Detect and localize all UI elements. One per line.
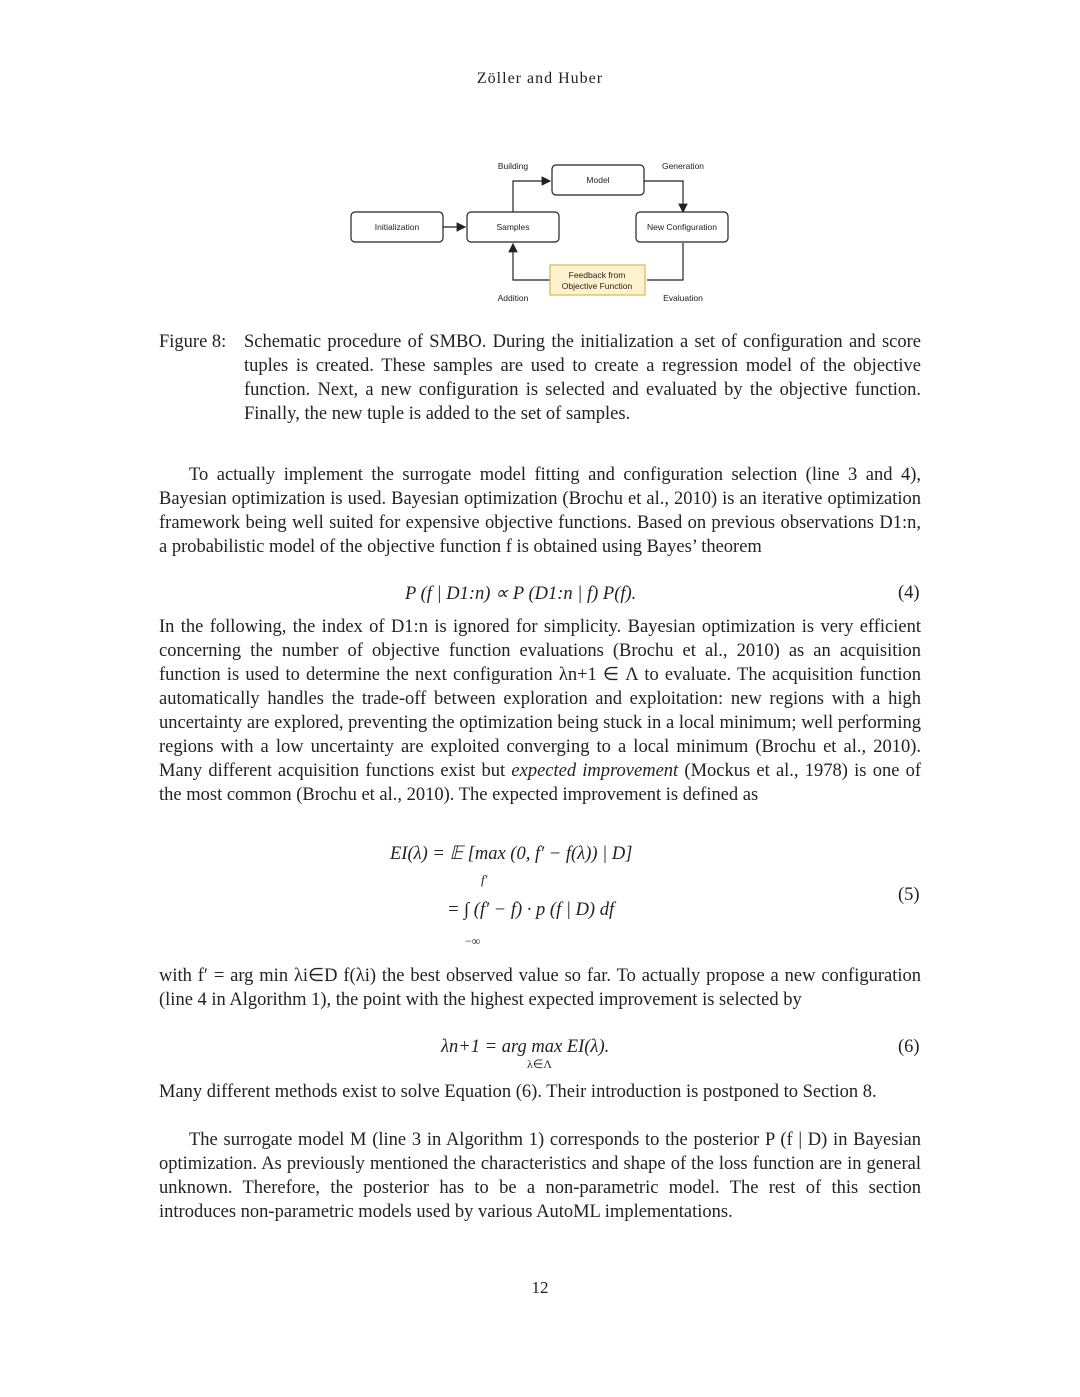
paragraph-2-tail: (Mockus et al., 1978) is one of the most common (Brochu et al., 2010). The expected improvement is defined as — [159, 761, 922, 805]
paragraph-4: Many different methods exist to solve Equation (6). Their introduction is postponed to Section 8. — [159, 1082, 877, 1102]
equation-5-lower-limit: −∞ — [465, 934, 481, 948]
caption-label: Figure 8: — [159, 332, 227, 352]
equation-5-upper-limit: f′ — [481, 872, 488, 887]
edge-label-evaluation: Evaluation — [663, 293, 703, 303]
node-new-configuration-label: New Configuration — [647, 222, 717, 232]
smbo-diagram — [340, 155, 740, 315]
page-number: 12 — [531, 1278, 549, 1297]
paragraph-2-text: In the following, the index of D1:n is ignored for simplicity. Bayesian optimization is very efficient concerning the number of objective function evaluations (Brochu et al., 2010) as an acquisition function is used to determine the next configuration λn+1 ∈ Λ to evaluate. The acquisition function automatically handles the trade-off between exploration and exploitation: new regions with a high uncertainty are explored, preventing the optimization being stuck in a local minimum; well performing regions with a low uncertainty are exploited converging to a local minimum (Brochu et al., 2010). Many different acquisition functions exist but — [159, 617, 921, 781]
equation-4: P (f | D1:n) ∝ P (D1:n | f) P(f). — [405, 584, 637, 604]
edge-label-addition: Addition — [497, 293, 529, 303]
equation-6-subscript: λ∈Λ — [527, 1057, 552, 1071]
equation-6-number: (6) — [898, 1037, 920, 1057]
edge-addition — [513, 244, 550, 280]
figure-caption — [159, 330, 921, 426]
equation-4-number: (4) — [898, 583, 920, 603]
equation-6: λn+1 = arg max EI(λ). — [441, 1037, 610, 1057]
equation-5-line-1: EI(λ) = 𝔼 [max (0, f′ − f(λ)) | D] — [390, 844, 633, 864]
node-samples-label: Samples — [496, 222, 530, 232]
paragraph-3: with f′ = arg min λi∈D f(λi) the best observed value so far. To actually propose a new configuration (line 4 in Algorithm 1), the point with the highest expected improvement is selected by — [159, 966, 921, 1010]
node-initialization-label: Initialization — [374, 222, 420, 232]
paragraph-2-emphasis: expected improvement — [511, 761, 679, 781]
node-feedback-label-2: Objective Function — [561, 281, 633, 291]
edge-building — [513, 181, 550, 212]
edge-label-building: Building — [497, 161, 529, 171]
paragraph-5: The surrogate model M (line 3 in Algorithm 1) corresponds to the posterior P (f | D) in Bayesian optimization. As previously mentioned the characteristics and shape of the loss function are in general unknown. Therefore, the posterior has to be a non-parametric model. The rest of this section introduces non-parametric models used by various AutoML implementations. — [159, 1130, 921, 1222]
equation-5-line-2: = ∫ (f′ − f) · p (f | D) df — [447, 900, 615, 920]
node-feedback-label-1: Feedback from — [568, 270, 626, 280]
node-model-label: Model — [586, 175, 610, 185]
equation-5-number: (5) — [898, 885, 920, 905]
edge-evaluation — [647, 243, 683, 280]
edge-label-generation: Generation — [661, 161, 705, 171]
paragraph-1: To actually implement the surrogate model fitting and configuration selection (line 3 and 4), Bayesian optimization is used. Bayesian optimization (Brochu et al., 2010) is an iterative optimization framework being well suited for expensive objective functions. Based on previous observations D1:n, a probabilistic model of the objective function f is obtained using Bayes’ theorem — [159, 465, 921, 557]
caption-text: Schematic procedure of SMBO. During the initialization a set of configuration and score tuples is created. These samples are used to create a regression model of the objective function. Next, a new configuration is selected and evaluated by the objective function. Finally, the new tuple is added to the set of samples. — [244, 332, 921, 424]
edge-generation — [643, 181, 683, 212]
paragraph-2 — [159, 615, 921, 807]
running-header: Zöller and Huber — [476, 70, 604, 87]
